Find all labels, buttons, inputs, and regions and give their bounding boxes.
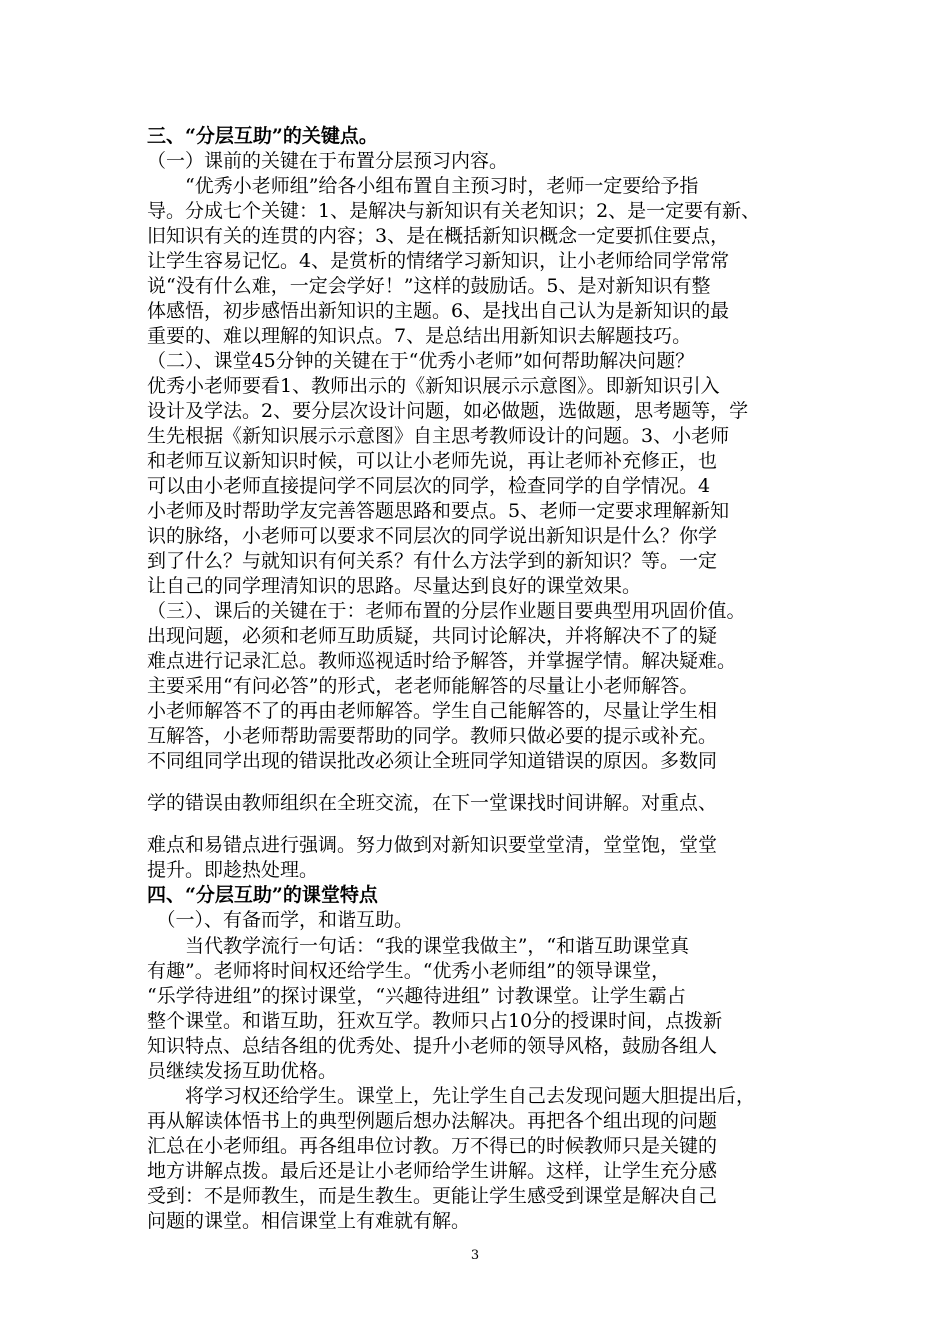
text-line: 体感悟，初步感悟出新知识的主题。6、是找出自己认为是新知识的最 [147,300,730,322]
text-line: 地方讲解点拨。最后还是让小老师给学生讲解。这样，让学生充分感 [147,1160,718,1182]
text-line: 再从解读体悟书上的典型例题后想办法解决。再把各个组出现的问题 [147,1110,718,1132]
text-line: 让自己的同学理清知识的思路。尽量达到良好的课堂效果。 [147,575,642,597]
text-line: 当代教学流行一句话：“我的课堂我做主”，“和谐互助课堂真 [147,935,690,957]
text-line: 设计及学法。2、要分层次设计问题，如必做题，选做题，思考题等，学 [147,400,749,422]
section-heading: 三、“分层互助”的关键点。 [147,125,378,147]
text-line: 出现问题，必须和老师互助质疑，共同讨论解决，并将解决不了的疑 [147,625,718,647]
text-line: 受到：不是师教生，而是生教生。更能让学生感受到课堂是解决自己 [147,1185,718,1207]
text-line: （一）课前的关键在于布置分层预习内容。 [147,150,509,172]
text-line: 难点进行记录汇总。教师巡视适时给予解答，并掌握学情。解决疑难。 [147,650,737,672]
text-line: 可以由小老师直接提问学不同层次的同学，检查同学的自学情况。4 [147,475,711,497]
text-line: 学的错误由教师组织在全班交流，在下一堂课找时间讲解。对重点、 [147,792,718,814]
text-line: “优秀小老师组”给各小组布置自主预习时，老师一定要给予指 [147,175,699,197]
text-line: （二）、课堂45分钟的关键在于“优秀小老师”如何帮助解决问题？ [147,350,695,372]
text-line: 让学生容易记忆。4、是赏析的情绪学习新知识，让小老师给同学常常 [147,250,730,272]
text-line: 不同组同学出现的错误批改必须让全班同学知道错误的原因。多数同 [147,750,718,772]
text-line: 旧知识有关的连贯的内容；3、是在概括新知识概念一定要抓住要点， [147,225,730,247]
text-line: （一）、有备而学，和谐互助。 [147,909,414,931]
page-number: 3 [470,1248,480,1263]
text-line: 说“没有什么难，一定会学好！”这样的鼓励话。5、是对新知识有整 [147,275,711,297]
text-line: 提升。即趁热处理。 [147,859,319,881]
text-line: 知识特点、总结各组的优秀处、提升小老师的领导风格，鼓励各组人 [147,1035,718,1057]
text-line: 难点和易错点进行强调。努力做到对新知识要堂堂清，堂堂饱，堂堂 [147,834,718,856]
section-heading: 四、“分层互助”的课堂特点 [147,884,378,906]
text-line: 问题的课堂。相信课堂上有难就有解。 [147,1210,471,1232]
text-line: 小老师及时帮助学友完善答题思路和要点。5、老师一定要求理解新知 [147,500,730,522]
text-line: 汇总在小老师组。再各组串位讨教。万不得已的时候教师只是关键的 [147,1135,718,1157]
text-line: 将学习权还给学生。课堂上，先让学生自己去发现问题大胆提出后， [147,1085,756,1107]
text-line: 优秀小老师要看1、教师出示的《新知识展示示意图》。即新知识引入 [147,375,720,397]
text-line: 重要的、难以理解的知识点。7、是总结出用新知识去解题技巧。 [147,325,692,347]
text-line: 主要采用“有问必答”的形式，老老师能解答的尽量让小老师解答。 [147,675,699,697]
text-line: 导。分成七个关键：1、是解决与新知识有关老知识；2、是一定要有新、 [147,200,761,222]
text-line: “乐学待进组”的探讨课堂，“兴趣待进组” 讨教课堂。让学生霸占 [147,985,686,1007]
text-line: 整个课堂。和谐互助，狂欢互学。教师只占10分的授课时间，点拨新 [147,1010,723,1032]
text-line: 识的脉络，小老师可以要求不同层次的同学说出新知识是什么？你学 [147,525,718,547]
text-line: 生先根据《新知识展示示意图》自主思考教师设计的问题。3、小老师 [147,425,730,447]
text-line: 到了什么？与就知识有何关系？有什么方法学到的新知识？等。一定 [147,550,718,572]
text-line: 小老师解答不了的再由老师解答。学生自己能解答的，尽量让学生相 [147,700,718,722]
text-line: （三）、课后的关键在于：老师布置的分层作业题目要典型用巩固价值。 [147,600,746,622]
text-line: 员继续发扬互助优格。 [147,1060,338,1082]
text-line: 和老师互议新知识时候，可以让小老师先说，再让老师补充修正，也 [147,450,718,472]
text-line: 互解答，小老师帮助需要帮助的同学。教师只做必要的提示或补充。 [147,725,718,747]
text-line: 有趣”。老师将时间权还给学生。“优秀小老师组”的领导课堂， [147,960,671,982]
